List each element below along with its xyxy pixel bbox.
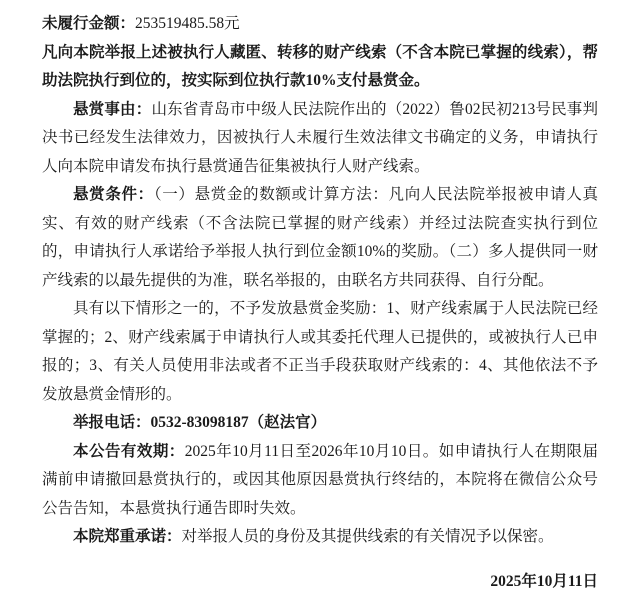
reward-conditions-paragraph <box>42 181 598 295</box>
promise-text: 对举报人员的身份及其提供线索的有关情况予以保密。 <box>181 528 554 545</box>
unfulfilled-amount-row <box>42 10 598 39</box>
validity-text: 2025年10月11日至2026年10月10日。如申请执行人在期限届满前申请撤回悬赏执行的，或因其他原因悬赏执行终结的，本院将在微信公众号公告告知，本悬赏执行通告即时失效。 <box>42 442 598 517</box>
validity-paragraph <box>42 438 598 524</box>
hotline-label: 举报电话： <box>73 414 151 431</box>
reward-conditions-text: （一）悬赏金的数额或计算方法：凡向人民法院举报被申请人真实、有效的财产线索（不含法院已掌握的财产线索）并经过法院查实执行到位的，申请执行人承诺给予举报人执行到位金额10%的奖励。（二）多人提供同一财产线索的以最先提供的为准，联名举报的，由联名方共同获得、自行分配。 <box>42 186 598 289</box>
validity-label: 本公告有效期： <box>73 442 185 460</box>
hotline-paragraph <box>42 409 598 438</box>
reward-reason-paragraph <box>42 96 598 182</box>
reward-intro-paragraph: 凡向本院举报上述被执行人藏匿、转移的财产线索（不含本院已掌握的线索），帮助法院执行到位的，按实际到位执行款10%支付悬赏金。 <box>42 43 598 89</box>
unfulfilled-amount-value: 253519485.58元 <box>135 15 240 32</box>
reward-reason-label: 悬赏事由： <box>73 100 152 118</box>
promise-label: 本院郑重承诺： <box>73 528 182 545</box>
hotline-number: 0532-83098187（赵法官） <box>150 414 327 431</box>
unfulfilled-amount-label: 未履行金额： <box>42 15 136 32</box>
publish-date: 2025年10月11日 <box>490 573 598 590</box>
reward-conditions-label: 悬赏条件： <box>73 186 154 203</box>
reward-reason-text: 山东省青岛市中级人民法院作出的（2022）鲁02民初213号民事判决书已经发生法律效力，因被执行人未履行生效法律文书确定的义务，申请执行人向本院申请发布执行悬赏通告征集被执行人财产线索。 <box>42 100 598 175</box>
promise-paragraph <box>42 523 598 552</box>
reward-exclusions-paragraph: 具有以下情形之一的，不予发放悬赏金奖励：1、财产线索属于人民法院已经掌握的；2、财产线索属于申请执行人或其委托代理人已提供的，或被执行人已申报的；3、有关人员使用非法或者不正当手段获取财产线索的：4、其他依法不予发放悬赏金情形的。 <box>42 300 598 403</box>
